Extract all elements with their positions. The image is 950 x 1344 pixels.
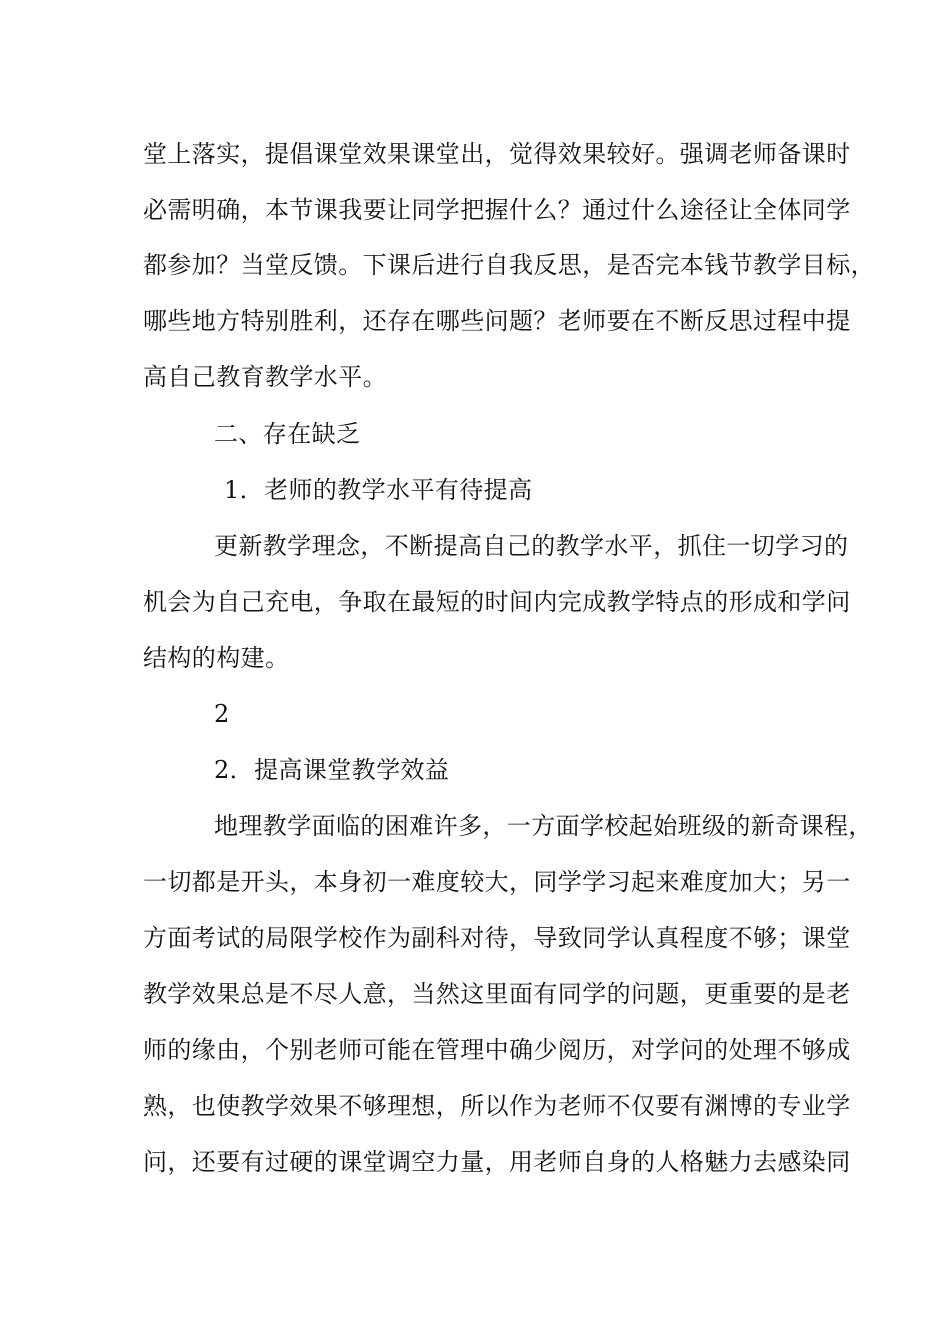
body-text-line: 高自己教育教学水平。 — [143, 363, 387, 391]
body-text-line: 师的缘由，个别老师可能在管理中确少阅历，对学问的处理不够成 — [143, 1036, 851, 1064]
body-text-line: 方面考试的局限学校作为副科对待，导致同学认真程度不够；课堂 — [143, 924, 851, 952]
body-text-line: 熟，也使教学效果不够理想，所以作为老师不仅要有渊博的专业学 — [143, 1092, 851, 1120]
body-text-line: 堂上落实，提倡课堂效果课堂出，觉得效果较好。强调老师备课时 — [143, 140, 851, 168]
body-text-line: 哪些地方特别胜利，还存在哪些问题？老师要在不断反思过程中提 — [143, 307, 851, 335]
body-text-line: 一切都是开头，本身初一难度较大，同学学习起来难度加大；另一 — [143, 868, 851, 896]
section-heading: 二、存在缺乏 — [214, 420, 361, 448]
body-text-line: 地理教学面临的困难许多，一方面学校起始班级的新奇课程， — [214, 812, 873, 840]
body-text-line: 都参加？当堂反馈。下课后进行自我反思，是否完本钱节教学目标， — [143, 251, 875, 279]
body-text-line: 机会为自己充电，争取在最短的时间内完成教学特点的形成和学问 — [143, 588, 851, 616]
subsection-heading: 2．提高课堂教学效益 — [214, 756, 450, 784]
body-text-line: 必需明确，本节课我要让同学把握什么？通过什么途径让全体同学 — [143, 196, 851, 224]
body-text-line: 更新教学理念，不断提高自己的教学水平，抓住一切学习的 — [214, 532, 849, 560]
body-text-line: 问，还要有过硬的课堂调空力量，用老师自身的人格魅力去感染同 — [143, 1148, 851, 1176]
body-text-line: 教学效果总是不尽人意，当然这里面有同学的问题，更重要的是老 — [143, 980, 851, 1008]
body-text-line: 结构的构建。 — [143, 644, 290, 672]
page-number: 2 — [214, 700, 230, 728]
subsection-heading: 1．老师的教学水平有待提高 — [224, 476, 533, 504]
